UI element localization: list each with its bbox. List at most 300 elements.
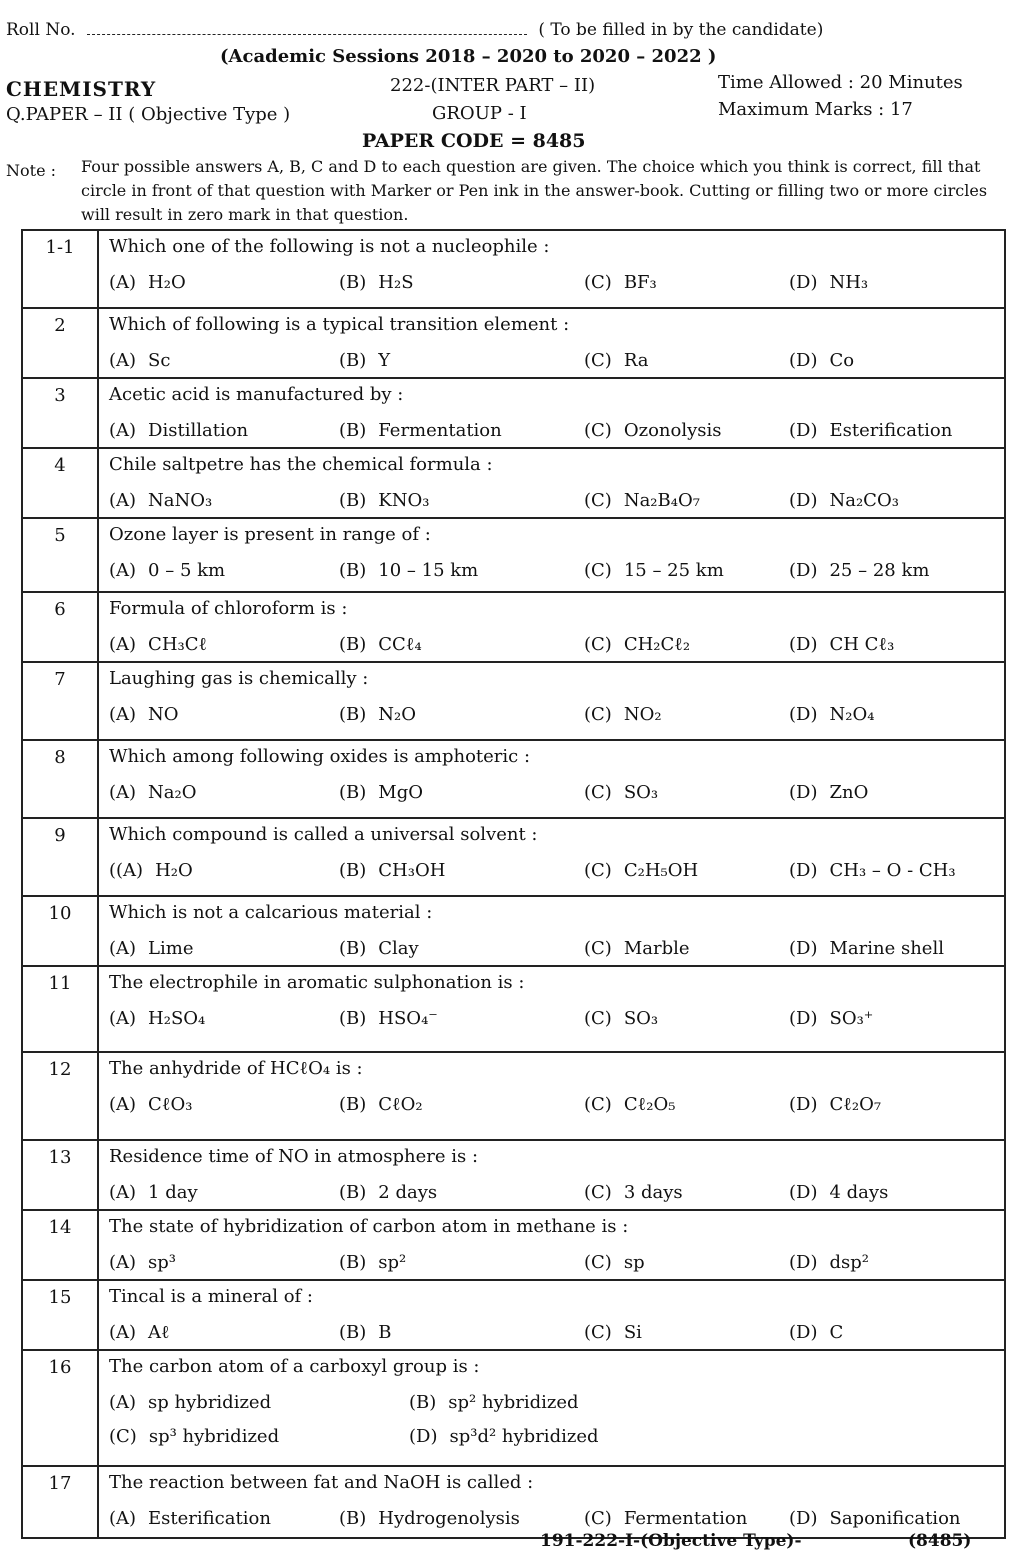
question-text: Which among following oxides is amphoteric : [109, 746, 531, 767]
question-text: Which is not a calcarious material : [109, 902, 433, 923]
options-list [109, 1251, 994, 1275]
option-label: (D) [789, 860, 818, 881]
option-text: 4 days [829, 1182, 889, 1203]
option-text: Cℓ₂O₇ [829, 1094, 882, 1115]
option-label: (B) [339, 1252, 367, 1273]
option-label: (B) [339, 1508, 367, 1529]
roll-no-label: Roll No. [6, 20, 76, 40]
option-text: Clay [378, 938, 419, 959]
option-c[interactable] [584, 703, 789, 727]
option-c[interactable] [584, 559, 789, 583]
option-d[interactable] [789, 937, 994, 961]
option-label: (D) [789, 420, 818, 441]
option-text: 3 days [623, 1182, 683, 1203]
maximum-marks: Maximum Marks : 17 [718, 99, 913, 120]
option-text: 1 day [148, 1182, 198, 1203]
option-label: (D) [789, 272, 818, 293]
option-c[interactable] [584, 1507, 789, 1531]
question-body [98, 230, 1005, 308]
option-label: (C) [584, 350, 612, 371]
question-number: 17 [22, 1466, 98, 1538]
question-row [22, 230, 1005, 308]
option-a[interactable] [109, 1093, 339, 1117]
option-label: (D) [789, 1252, 818, 1273]
footer-code: (8485) [908, 1531, 972, 1551]
question-text: Which one of the following is not a nucleophile : [109, 236, 550, 257]
question-text: Laughing gas is chemically : [109, 668, 369, 689]
option-b[interactable] [339, 559, 584, 583]
question-number: 6 [22, 592, 98, 662]
footer-ref: 191-222-I-(Objective Type)- [540, 1531, 802, 1551]
option-text: NH₃ [829, 272, 869, 293]
option-c[interactable] [584, 1251, 789, 1275]
option-label: (A) [109, 1252, 137, 1273]
option-text: Esterification [829, 420, 953, 441]
option-label: (A) [109, 490, 137, 511]
question-number: 15 [22, 1280, 98, 1350]
options-list [109, 1093, 994, 1117]
question-text: Ozone layer is present in range of : [109, 524, 431, 545]
option-text: sp² [378, 1252, 407, 1273]
option-b[interactable] [339, 271, 584, 295]
roll-no-blank[interactable] [87, 22, 527, 35]
option-label: (B) [339, 490, 367, 511]
option-label: (A) [109, 272, 137, 293]
option-a[interactable] [109, 489, 339, 513]
option-text: N₂O₄ [829, 704, 875, 725]
option-text: NO [148, 704, 179, 725]
question-body [98, 740, 1005, 818]
question-text: Residence time of NO in atmosphere is : [109, 1146, 479, 1167]
question-number: 8 [22, 740, 98, 818]
question-text: Tincal is a mineral of : [109, 1286, 313, 1307]
option-label: (A) [109, 350, 137, 371]
academic-sessions: (Academic Sessions 2018 – 2020 to 2020 – 2022 ) [220, 46, 717, 67]
question-body [98, 818, 1005, 896]
option-c[interactable] [109, 1425, 409, 1449]
option-text: NO₂ [623, 704, 662, 725]
option-d[interactable] [789, 489, 994, 513]
option-text: 25 – 28 km [829, 560, 930, 581]
option-c[interactable] [584, 271, 789, 295]
option-text: 0 – 5 km [148, 560, 226, 581]
option-a[interactable] [109, 703, 339, 727]
question-number: 12 [22, 1052, 98, 1140]
option-a[interactable] [109, 559, 339, 583]
option-label: (A) [109, 1182, 137, 1203]
option-a[interactable] [109, 633, 339, 657]
option-d[interactable] [789, 1507, 994, 1531]
question-number: 14 [22, 1210, 98, 1280]
question-row [22, 518, 1005, 592]
question-body [98, 1466, 1005, 1538]
question-body [98, 1350, 1005, 1466]
option-text: sp³d² hybridized [449, 1426, 599, 1447]
question-body [98, 448, 1005, 518]
option-text: ZnO [829, 782, 869, 803]
option-label: (C) [584, 1094, 612, 1115]
question-number: 2 [22, 308, 98, 378]
option-label: (B) [339, 938, 367, 959]
question-number: 11 [22, 966, 98, 1052]
option-c[interactable] [584, 489, 789, 513]
option-text: CℓO₃ [148, 1094, 193, 1115]
option-label: (A) [109, 1508, 137, 1529]
option-a[interactable] [109, 1007, 339, 1031]
option-label: (C) [584, 860, 612, 881]
option-text: Fermentation [623, 1508, 748, 1529]
option-label: (B) [339, 782, 367, 803]
option-b[interactable] [339, 1093, 584, 1117]
option-label: (C) [584, 1508, 612, 1529]
option-label: (D) [789, 490, 818, 511]
option-text: Esterification [148, 1508, 271, 1529]
option-text: B [378, 1322, 392, 1343]
options-list [109, 1391, 994, 1449]
questions-table [21, 229, 1006, 1539]
option-label: (B) [339, 1182, 367, 1203]
question-text: The electrophile in aromatic sulphonation is : [109, 972, 525, 993]
option-text: Marine shell [829, 938, 944, 959]
options-list [109, 271, 994, 295]
question-row [22, 662, 1005, 740]
option-text: Lime [148, 938, 194, 959]
option-text: Y [378, 350, 391, 371]
option-label: (D) [789, 938, 818, 959]
question-text: Chile saltpetre has the chemical formula : [109, 454, 493, 475]
option-b[interactable] [339, 1007, 584, 1031]
option-b[interactable] [339, 781, 584, 805]
option-text: sp² hybridized [448, 1392, 579, 1413]
option-text: sp hybridized [148, 1392, 272, 1413]
note-text: Four possible answers A, B, C and D to each question are given. The choice which you think is correct, fill that circle in front of that question with Marker or Pen ink in the answer-book. Cutting or filling two or more circles will result in zero mark in that question. [81, 157, 988, 224]
option-b[interactable] [339, 489, 584, 513]
option-label: (C) [584, 634, 612, 655]
option-c[interactable] [584, 1093, 789, 1117]
option-label: (C) [584, 1182, 612, 1203]
option-label: (A) [109, 1392, 137, 1413]
option-d[interactable] [789, 349, 994, 373]
option-b[interactable] [339, 419, 584, 443]
options-list [109, 489, 994, 513]
question-number: 3 [22, 378, 98, 448]
option-text: H₂SO₄ [148, 1008, 206, 1029]
option-text: Ozonolysis [623, 420, 722, 441]
option-d[interactable] [789, 271, 994, 295]
option-text: Saponification [829, 1508, 961, 1529]
option-label: (D) [789, 1094, 818, 1115]
option-text: Fermentation [378, 420, 502, 441]
question-row [22, 378, 1005, 448]
option-text: SO₃⁺ [829, 1008, 874, 1029]
question-number: 7 [22, 662, 98, 740]
question-number: 9 [22, 818, 98, 896]
options-list [109, 859, 994, 883]
question-text: The carbon atom of a carboxyl group is : [109, 1356, 480, 1377]
question-body [98, 1140, 1005, 1210]
options-list [109, 937, 994, 961]
option-label: (A) [109, 420, 137, 441]
options-list [109, 633, 994, 657]
option-text: SO₃ [623, 782, 659, 803]
option-d[interactable] [409, 1425, 994, 1449]
option-a[interactable] [109, 937, 339, 961]
option-label: (B) [339, 560, 367, 581]
question-row [22, 308, 1005, 378]
option-label: (C) [584, 490, 612, 511]
option-label: (C) [584, 1008, 612, 1029]
option-label: (C) [584, 1322, 612, 1343]
options-list [109, 559, 994, 583]
question-row [22, 1466, 1005, 1538]
option-text: Si [623, 1322, 642, 1343]
question-text: Formula of chloroform is : [109, 598, 348, 619]
option-d[interactable] [789, 1007, 994, 1031]
option-a[interactable] [109, 859, 339, 883]
question-body [98, 1052, 1005, 1140]
option-c[interactable] [584, 1181, 789, 1205]
option-text: 15 – 25 km [623, 560, 724, 581]
question-body [98, 662, 1005, 740]
question-body [98, 518, 1005, 592]
option-b[interactable] [339, 1251, 584, 1275]
option-text: Aℓ [148, 1322, 170, 1343]
option-label: (B) [339, 1322, 367, 1343]
question-text: The reaction between fat and NaOH is called : [109, 1472, 534, 1493]
options-list [109, 781, 994, 805]
option-label: (C) [584, 704, 612, 725]
option-label: (C) [584, 420, 612, 441]
option-d[interactable] [789, 1093, 994, 1117]
question-body [98, 896, 1005, 966]
question-row [22, 1052, 1005, 1140]
option-b[interactable] [339, 859, 584, 883]
question-row [22, 592, 1005, 662]
options-list [109, 1181, 994, 1205]
option-text: Ra [623, 350, 649, 371]
option-text: H₂S [378, 272, 414, 293]
option-text: 10 – 15 km [378, 560, 479, 581]
option-label: (D) [789, 634, 818, 655]
option-label: (C) [584, 938, 612, 959]
option-label: (C) [584, 782, 612, 803]
option-label: (A) [109, 1322, 137, 1343]
option-text: C [829, 1322, 844, 1343]
option-label: (D) [789, 1508, 818, 1529]
paper-code: PAPER CODE = 8485 [362, 130, 586, 152]
option-a[interactable] [109, 419, 339, 443]
option-d[interactable] [789, 781, 994, 805]
question-row [22, 740, 1005, 818]
option-label: (C) [584, 272, 612, 293]
question-row [22, 818, 1005, 896]
question-number: 1-1 [22, 230, 98, 308]
option-a[interactable] [109, 271, 339, 295]
option-text: dsp² [829, 1252, 869, 1273]
option-c[interactable] [584, 859, 789, 883]
question-text: The state of hybridization of carbon atom in methane is : [109, 1216, 629, 1237]
option-label: (B) [339, 634, 367, 655]
option-text: Cℓ₂O₅ [623, 1094, 676, 1115]
option-b[interactable] [339, 1321, 584, 1345]
option-label: (B) [339, 1008, 367, 1029]
option-d[interactable] [789, 703, 994, 727]
option-text: CH₂Cℓ₂ [623, 634, 691, 655]
option-d[interactable] [789, 419, 994, 443]
option-a[interactable] [109, 1181, 339, 1205]
option-c[interactable] [584, 349, 789, 373]
question-row [22, 448, 1005, 518]
option-text: H₂O [155, 860, 193, 881]
option-text: Na₂CO₃ [829, 490, 899, 511]
option-label: (A) [109, 782, 137, 803]
inter-part: 222-(INTER PART – II) [390, 75, 596, 96]
question-body [98, 592, 1005, 662]
option-label: (C) [584, 560, 612, 581]
option-label: (B) [339, 1094, 367, 1115]
option-text: CℓO₂ [378, 1094, 423, 1115]
option-a[interactable] [109, 1391, 409, 1415]
option-c[interactable] [584, 1321, 789, 1345]
option-label: (B) [339, 272, 367, 293]
question-number: 4 [22, 448, 98, 518]
option-label: (A) [109, 704, 137, 725]
option-text: CH₃Cℓ [148, 634, 208, 655]
option-label: (D) [789, 560, 818, 581]
option-text: sp³ [148, 1252, 177, 1273]
question-row [22, 1350, 1005, 1466]
option-label: (A) [109, 1008, 137, 1029]
roll-no-note: ( To be filled in by the candidate) [538, 20, 824, 40]
option-label: (D) [409, 1426, 438, 1447]
question-row [22, 1140, 1005, 1210]
question-body [98, 1210, 1005, 1280]
question-text: The anhydride of HCℓO₄ is : [109, 1058, 363, 1079]
option-text: Na₂B₄O₇ [623, 490, 700, 511]
option-d[interactable] [789, 859, 994, 883]
question-body [98, 1280, 1005, 1350]
question-text: Which compound is called a universal solvent : [109, 824, 538, 845]
time-allowed: Time Allowed : 20 Minutes [718, 72, 963, 93]
question-number: 5 [22, 518, 98, 592]
options-list [109, 1007, 994, 1031]
subject-title: CHEMISTRY [6, 77, 157, 101]
option-text: C₂H₅OH [623, 860, 699, 881]
option-label: (A) [109, 938, 137, 959]
option-b[interactable] [339, 937, 584, 961]
options-list [109, 703, 994, 727]
option-text: CCℓ₄ [378, 634, 422, 655]
option-a[interactable] [109, 1251, 339, 1275]
option-text: Co [829, 350, 855, 371]
option-text: Marble [623, 938, 690, 959]
option-label: (B) [339, 350, 367, 371]
option-text: H₂O [148, 272, 186, 293]
option-a[interactable] [109, 1321, 339, 1345]
option-text: Na₂O [148, 782, 197, 803]
question-number: 10 [22, 896, 98, 966]
paper-type: Q.PAPER – II ( Objective Type ) [6, 104, 291, 125]
question-body [98, 378, 1005, 448]
question-row [22, 966, 1005, 1052]
option-label: (D) [789, 704, 818, 725]
option-text: MgO [378, 782, 423, 803]
option-c[interactable] [584, 419, 789, 443]
option-label: (D) [789, 1008, 818, 1029]
question-text: Which of following is a typical transition element : [109, 314, 570, 335]
option-b[interactable] [409, 1391, 994, 1415]
option-d[interactable] [789, 633, 994, 657]
question-text: Acetic acid is manufactured by : [109, 384, 404, 405]
option-label: (A) [109, 560, 137, 581]
option-d[interactable] [789, 1181, 994, 1205]
options-list [109, 1507, 994, 1531]
options-list [109, 349, 994, 373]
option-b[interactable] [339, 349, 584, 373]
options-list [109, 1321, 994, 1345]
option-label: (B) [339, 420, 367, 441]
option-a[interactable] [109, 349, 339, 373]
option-c[interactable] [584, 1007, 789, 1031]
option-label: (D) [789, 1182, 818, 1203]
question-number: 13 [22, 1140, 98, 1210]
option-b[interactable] [339, 703, 584, 727]
option-label: (D) [789, 782, 818, 803]
option-b[interactable] [339, 633, 584, 657]
option-d[interactable] [789, 1251, 994, 1275]
question-number: 16 [22, 1350, 98, 1466]
option-text: Distillation [148, 420, 249, 441]
option-text: KNO₃ [378, 490, 430, 511]
option-b[interactable] [339, 1507, 584, 1531]
option-label: (C) [584, 1252, 612, 1273]
group-label: GROUP - I [432, 103, 527, 124]
note-label: Note : [6, 161, 57, 180]
option-a[interactable] [109, 1507, 339, 1531]
question-body [98, 308, 1005, 378]
option-c[interactable] [584, 781, 789, 805]
option-a[interactable] [109, 781, 339, 805]
option-b[interactable] [339, 1181, 584, 1205]
question-body [98, 966, 1005, 1052]
option-d[interactable] [789, 559, 994, 583]
option-text: Hydrogenolysis [378, 1508, 520, 1529]
question-row [22, 896, 1005, 966]
option-text: CH Cℓ₃ [829, 634, 895, 655]
option-text: CH₃OH [378, 860, 446, 881]
option-label: (D) [789, 350, 818, 371]
option-text: N₂O [378, 704, 417, 725]
option-label: (B) [339, 704, 367, 725]
option-label: (D) [789, 1322, 818, 1343]
option-d[interactable] [789, 1321, 994, 1345]
question-row [22, 1280, 1005, 1350]
option-text: CH₃ – O - CH₃ [829, 860, 956, 881]
option-c[interactable] [584, 937, 789, 961]
option-text: BF₃ [623, 272, 657, 293]
option-text: 2 days [378, 1182, 438, 1203]
option-label: ((A) [109, 860, 144, 881]
option-label: (A) [109, 1094, 137, 1115]
option-text: sp³ hybridized [148, 1426, 280, 1447]
option-c[interactable] [584, 633, 789, 657]
option-text: HSO₄⁻ [378, 1008, 438, 1029]
question-row [22, 1210, 1005, 1280]
option-label: (B) [409, 1392, 437, 1413]
option-text: sp [623, 1252, 645, 1273]
roll-no-field [6, 20, 823, 40]
options-list [109, 419, 994, 443]
